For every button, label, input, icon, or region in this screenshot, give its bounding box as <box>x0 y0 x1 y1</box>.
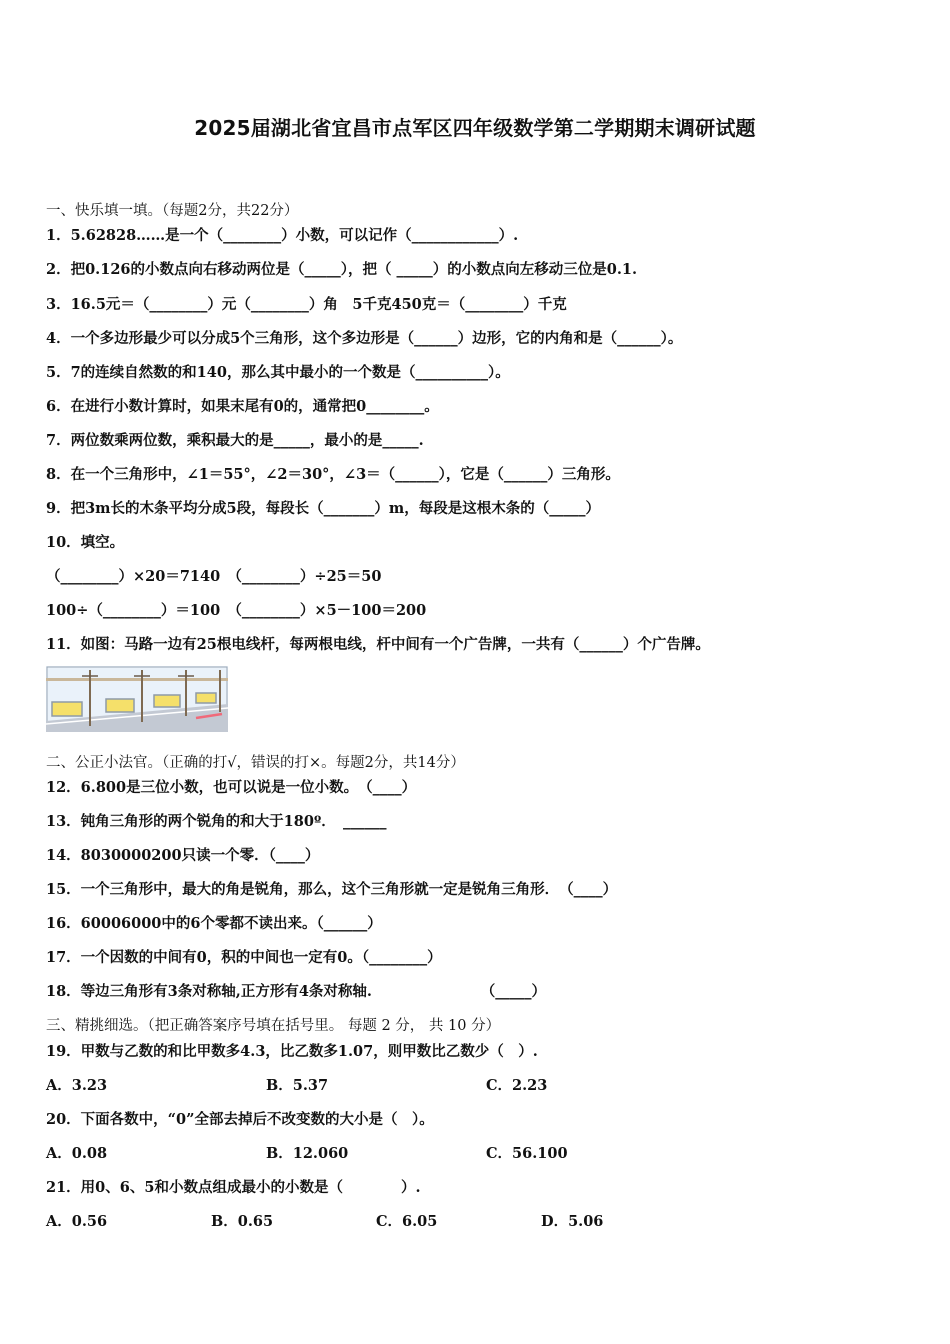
question-10-row-b: 100÷（________）＝100 （________）×5－100＝200 <box>46 602 427 619</box>
question-18: 18．等边三角形有3条对称轴,正方形有4条对称轴. （_____） <box>46 983 546 1000</box>
question-20-option-b: B．12.060 <box>266 1145 349 1162</box>
question-19-option-a: A．3.23 <box>46 1077 108 1094</box>
question-20-option-a: A．0.08 <box>46 1145 108 1162</box>
question-16: 16．60006000中的6个零都不读出来。（______） <box>46 915 382 932</box>
question-17: 17．一个因数的中间有0，积的中间也一定有0。（________） <box>46 949 442 966</box>
question-21-option-c: C．6.05 <box>376 1213 438 1230</box>
question-10: 10．填空。 <box>46 534 125 551</box>
question-21-option-a: A．0.56 <box>46 1213 108 1230</box>
question-21-option-d: D．5.06 <box>541 1213 604 1230</box>
question-14: 14．8030000200只读一个零．（____） <box>46 847 320 864</box>
question-9: 9．把3m长的木条平均分成5段，每段长（_______）m，每段是这根木条的（_____） <box>46 500 600 517</box>
question-1: 1．5.62828……是一个（________）小数，可以记作（____________）. <box>46 227 519 244</box>
question-2: 2．把0.126的小数点向右移动两位是（_____），把（ _____）的小数点向左移动三位是0.1. <box>46 261 638 278</box>
question-3: 3．16.5元＝（________）元（________）角 5千克450克＝（________）千克 <box>46 296 567 313</box>
question-19-option-b: B．5.37 <box>266 1077 329 1094</box>
question-8: 8．在一个三角形中，∠1＝55°，∠2＝30°，∠3＝（______），它是（______）三角形。 <box>46 466 620 483</box>
question-21: 21．用0、6、5和小数点组成最小的小数是（ ）. <box>46 1179 421 1196</box>
question-21-option-b: B．0.65 <box>211 1213 274 1230</box>
question-19: 19．甲数与乙数的和比甲数多4.3，比乙数多1.07，则甲数比乙数少（ ）. <box>46 1043 538 1060</box>
question-7: 7．两位数乘两位数，乘积最大的是_____，最小的是_____. <box>46 432 424 449</box>
question-4: 4．一个多边形最少可以分成5个三角形，这个多边形是（______）边形，它的内角和是（______）。 <box>46 330 683 347</box>
question-20-option-c: C．56.100 <box>486 1145 568 1162</box>
question-20: 20．下面各数中，“0”全部去掉后不改变数的大小是（ ）。 <box>46 1111 434 1128</box>
page-title: 2025届湖北省宜昌市点军区四年级数学第二学期期末调研试题 <box>194 116 756 140</box>
road-poles-illustration <box>46 666 228 732</box>
section-heading-3: 三、精挑细选。（把正确答案序号填在括号里。 每题 2 分， 共 10 分） <box>46 1018 501 1034</box>
question-5: 5．7的连续自然数的和140，那么其中最小的一个数是（__________）。 <box>46 364 510 381</box>
section-heading-1: 一、快乐填一填。（每题2分，共22分） <box>46 203 299 219</box>
question-15: 15．一个三角形中，最大的角是锐角，那么，这个三角形就一定是锐角三角形． （____） <box>46 881 618 898</box>
question-13: 13．钝角三角形的两个锐角的和大于180º． ______ <box>46 813 387 830</box>
section-heading-2: 二、公正小法官。（正确的打√，错误的打×。每题2分，共14分） <box>46 755 465 771</box>
question-6: 6．在进行小数计算时，如果末尾有0的，通常把0________。 <box>46 398 439 415</box>
question-10-row-a: （________）×20＝7140 （________）÷25＝50 <box>46 568 382 585</box>
question-19-option-c: C．2.23 <box>486 1077 548 1094</box>
question-12: 12．6.800是三位小数，也可以说是一位小数。 （____） <box>46 779 417 796</box>
question-11: 11．如图：马路一边有25根电线杆，每两根电线，杆中间有一个广告牌，一共有（______）个广告牌。 <box>46 636 710 653</box>
